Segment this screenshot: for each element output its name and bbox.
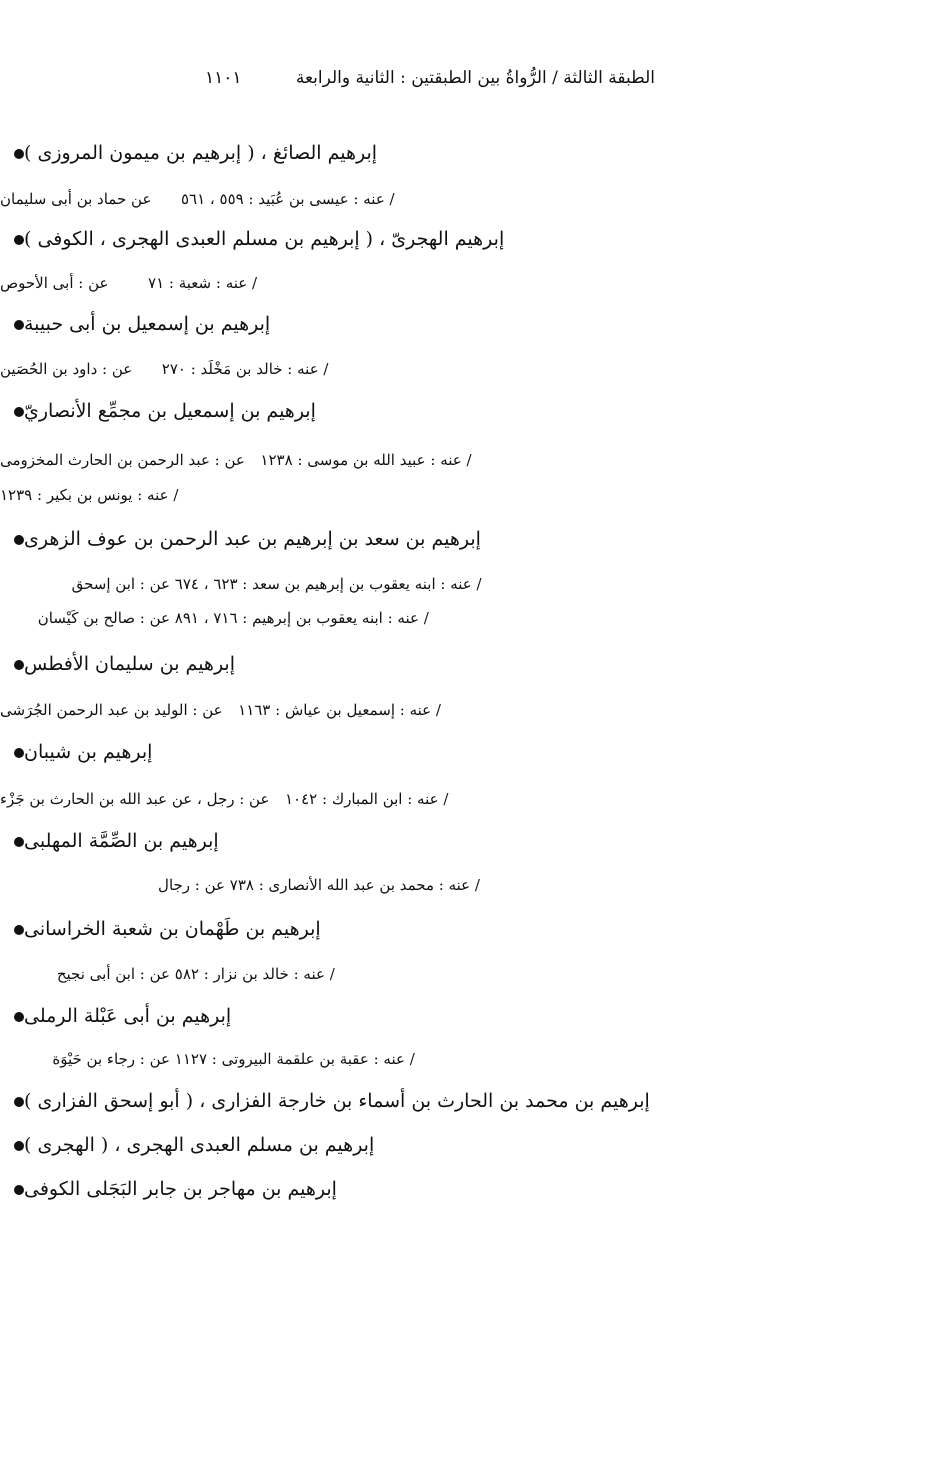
bullet-icon <box>14 1097 24 1107</box>
entry-line <box>0 486 948 504</box>
entry-from: عن : عبد الرحمن بن الحارث المخزومى <box>0 451 245 469</box>
entry-name <box>0 313 948 335</box>
entry-name <box>0 400 948 422</box>
bullet-icon <box>14 535 24 545</box>
entry-name <box>0 1005 948 1027</box>
entry-name-text: إبرهيم الصائغ ، ( إبرهيم بن ميمون المروزى ) <box>24 142 378 164</box>
bullet-icon <box>14 1185 24 1195</box>
entry-line <box>0 701 948 719</box>
entry-from: عن : رجال <box>158 876 225 894</box>
bullet-icon <box>14 837 24 847</box>
entry-to: / عنه : عبيد الله بن موسى : ١٢٣٨ <box>260 451 472 469</box>
entry-to: / عنه : يونس بن بكير : ١٢٣٩ <box>0 486 179 504</box>
entry-from: عن : داود بن الحُصَين <box>0 360 133 378</box>
entry-name-text: إبرهيم بن الصِّمَّة المهلبى <box>24 830 219 852</box>
entry-from: عن : ابن إسحق <box>71 575 170 593</box>
entry-line <box>0 876 948 894</box>
entry-from: عن : الوليد بن عبد الرحمن الجُرَشى <box>0 701 223 719</box>
entry-line <box>0 360 948 378</box>
entry-to: / عنه : عقبة بن علقمة البيروتى : ١١٢٧ <box>174 1050 415 1068</box>
entry-from: عن حماد بن أبى سليمان <box>0 190 152 208</box>
entry-line <box>0 1050 948 1068</box>
header-title: الطبقة الثالثة / الرُّواةُ بين الطبقتين : الثانية والرابعة <box>295 68 655 88</box>
entry-to: / عنه : ابنه يعقوب بن إبرهيم : ٧١٦ ، ٨٩١ <box>174 609 429 627</box>
entry-to: / عنه : محمد بن عبد الله الأنصارى : ٧٣٨ <box>229 876 480 894</box>
bullet-icon <box>14 1141 24 1151</box>
entry-line <box>0 274 948 292</box>
entry-to: / عنه : عيسى بن عُبَيد : ٥٥٩ ، ٥٦١ <box>180 190 395 208</box>
entry-from: عن : رجل ، عن عبد الله بن الحارث بن جَزْء <box>0 790 270 808</box>
entry-name <box>0 1090 948 1112</box>
entry-name <box>0 228 948 250</box>
entry-line <box>0 790 948 808</box>
bullet-icon <box>14 1012 24 1022</box>
bullet-icon <box>14 235 24 245</box>
entry-name-text: إبرهيم بن إسمعيل بن مجمِّع الأنصاريّ <box>24 400 316 422</box>
entry-to: / عنه : خالد بن مَخْلَد : ٢٧٠ <box>161 360 329 378</box>
entry-from: عن : ابن أبى نجيح <box>56 965 170 983</box>
entry-to: / عنه : ابنه يعقوب بن إبرهيم بن سعد : ٦٢٣ ، ٦٧٤ <box>174 575 482 593</box>
entry-name-text: إبرهيم بن سعد بن إبرهيم بن عبد الرحمن بن عوف الزهرى <box>24 528 481 550</box>
entry-from: عن : صالح بن كَيْسان <box>37 609 170 627</box>
bullet-icon <box>14 748 24 758</box>
bullet-icon <box>14 149 24 159</box>
entry-name-text: إبرهيم بن مهاجر بن جابر البَجَلى الكوفى <box>24 1178 337 1200</box>
entry-to: / عنه : ابن المبارك : ١٠٤٢ <box>285 790 449 808</box>
entry-name <box>0 741 948 763</box>
entry-to: / عنه : خالد بن نزار : ٥٨٢ <box>174 965 335 983</box>
entry-name-text: إبرهيم بن مسلم العبدى الهجرى ، ( الهجرى ) <box>24 1134 375 1156</box>
entry-name <box>0 142 948 164</box>
entry-from: عن : رجاء بن حَيْوَة <box>52 1050 170 1068</box>
entry-name-text: إبرهيم بن طَهْمان بن شعبة الخراسانى <box>24 918 321 940</box>
entry-to: / عنه : شعبة : ٧١ <box>148 274 258 292</box>
entry-name-text: إبرهيم بن أبى عَبْلة الرملى <box>24 1005 232 1027</box>
entry-name-text: إبرهيم بن إسمعيل بن أبى حبيبة <box>24 313 271 335</box>
entry-name <box>0 528 948 550</box>
entry-line <box>0 965 948 983</box>
page-number: ١١٠١ <box>205 68 242 88</box>
entry-line <box>0 451 948 469</box>
entry-name-text: إبرهيم بن سليمان الأفطس <box>24 653 235 675</box>
entry-name <box>0 1134 948 1156</box>
entry-name-text: إبرهيم بن شيبان <box>24 741 153 763</box>
entry-name-text: إبرهيم بن محمد بن الحارث بن أسماء بن خارجة الفزارى ، ( أبو إسحق الفزارى ) <box>24 1090 650 1112</box>
entry-name-text: إبرهيم الهجرىّ ، ( إبرهيم بن مسلم العبدى الهجرى ، الكوفى ) <box>24 228 505 250</box>
entry-line <box>0 190 948 208</box>
entry-line <box>0 609 948 627</box>
bullet-icon <box>14 407 24 417</box>
entry-to: / عنه : إسمعيل بن عياش : ١١٦٣ <box>238 701 441 719</box>
bullet-icon <box>14 660 24 670</box>
entry-name <box>0 918 948 940</box>
entry-from: عن : أبى الأحوص <box>0 274 109 292</box>
entry-name <box>0 1178 948 1200</box>
bullet-icon <box>14 925 24 935</box>
entry-line <box>0 575 948 593</box>
bullet-icon <box>14 320 24 330</box>
entry-name <box>0 653 948 675</box>
entry-name <box>0 830 948 852</box>
